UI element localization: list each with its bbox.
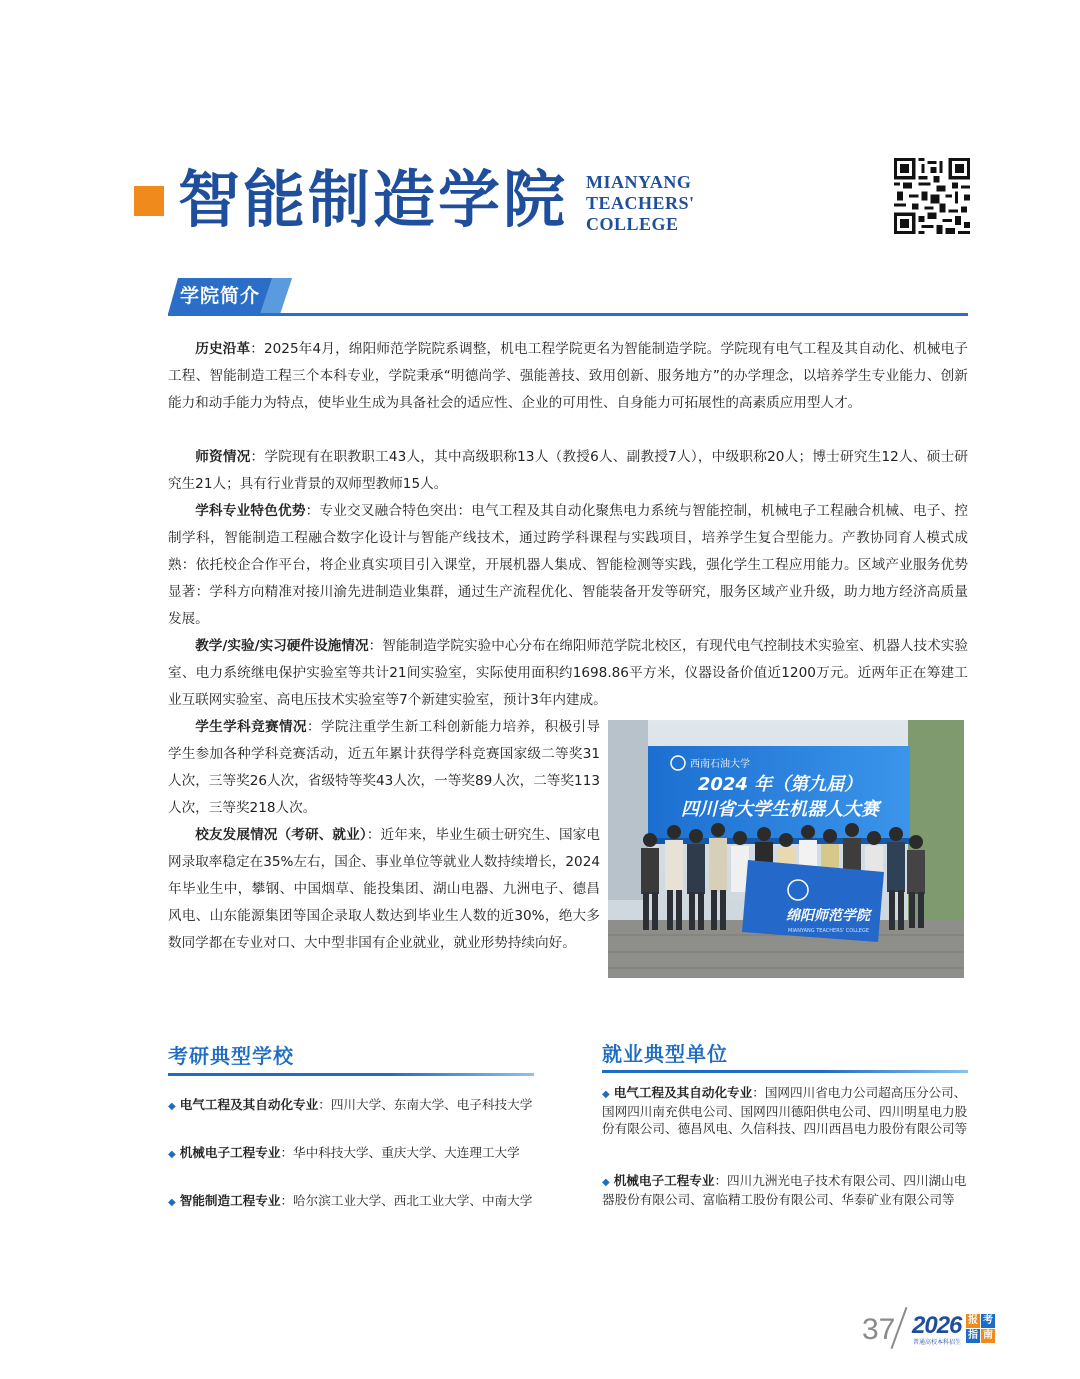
paragraph-features bbox=[168, 498, 968, 633]
paragraph-label: 学生学科竞赛情况 bbox=[195, 719, 307, 735]
postgrad-title: 考研典型学校 bbox=[168, 1044, 294, 1068]
page-number: 37 bbox=[862, 1313, 896, 1346]
employment-item bbox=[602, 1172, 968, 1208]
footer-year: 2026 bbox=[912, 1312, 962, 1339]
paragraph-text: ：专业交叉融合特色突出：电气工程及其自动化聚焦电力系统与智能控制，机械电子工程融合机械、电子、控制学科，智能制造工程融合数字化设计与智能产线技术，通过跨学科课程与实践项目，培养学生复合型能力。产教协同育人模式成熟：依托校企合作平台，将企业真实项目引入课堂，开展机器人集成、智能检测等实践，强化学生工程应用能力。区域产业服务优势显著：学科方向精准对接川渝先进制造业集群，通过生产流程优化、智能装备开发等研究，服务区域产业升级，助力地方经济高质量发展。 bbox=[168, 503, 969, 627]
postgrad-item bbox=[168, 1144, 534, 1163]
postgrad-divider bbox=[168, 1073, 534, 1076]
footer-subtitle: 普通高校本科招生 bbox=[913, 1339, 962, 1346]
paragraph-text: ：学院注重学生新工科创新能力培养，积极引导学生参加各种学科竞赛活动，近五年累计获得学科竞赛国家级二等奖31人次，三等奖26人次，省级特等奖43人次，一等奖89人次，二等奖113人次，三等奖218人次。 bbox=[168, 719, 601, 816]
orange-square-marker bbox=[134, 186, 164, 216]
guide-char-3: 指 bbox=[968, 1330, 978, 1341]
english-college-name bbox=[586, 172, 695, 235]
item-text: ：四川大学、东南大学、电子科技大学 bbox=[318, 1097, 533, 1112]
item-text: ：国网四川省电力公司超高压分公司、国网四川南充供电公司、国网四川德阳供电公司、四川明星电力股份有限公司、德昌风电、久信科技、四川西昌电力股份有限公司等 bbox=[602, 1085, 968, 1136]
paragraph-text: ：近年来，毕业生硕士研究生、国家电网录取率稳定在35%左右，国企、事业单位等就业人数持续增长，2024年毕业生中，攀钢、中国烟草、能投集团、湖山电器、九洲电子、德昌风电、山东能源集团等国企录取人数达到毕业生人数的近30%，绝大多数同学都在专业对口、大中型非国有企业就业，就业形势持续向好。 bbox=[168, 827, 600, 951]
banner-line-2: 四川省大学生机器人大赛 bbox=[681, 799, 879, 820]
guide-char-2: 考 bbox=[983, 1315, 993, 1326]
employment-item bbox=[602, 1084, 968, 1137]
english-line-2: TEACHERS' bbox=[586, 193, 695, 213]
paragraph-facilities bbox=[168, 633, 968, 714]
diamond-bullet-icon: ◆ bbox=[602, 1089, 610, 1100]
english-line-1: MIANYANG bbox=[586, 172, 692, 192]
paragraph-text: ：智能制造学院实验中心分布在绵阳师范学院北校区，有现代电气控制技术实验室、机器人技术实验室、电力系统继电保护实验室等共计21间实验室，实际使用面积约1698.86平方米，仪器设备价值近1200万元。近两年正在筹建工业互联网实验室、高电压技术实验室等7个新建实验室，预计3年内建成。 bbox=[168, 638, 968, 708]
english-line-3: COLLEGE bbox=[586, 214, 679, 234]
banner-school-text: 西南石油大学 bbox=[690, 759, 750, 770]
paragraph-alumni bbox=[168, 822, 600, 957]
flag-subtext: MIANYANG TEACHERS' COLLEGE bbox=[788, 928, 869, 934]
employment-title: 就业典型单位 bbox=[602, 1042, 728, 1066]
item-label: 智能制造工程专业 bbox=[179, 1193, 281, 1208]
flag-text: 绵阳师范学院 bbox=[786, 908, 870, 924]
guide-char-1: 报 bbox=[968, 1315, 978, 1326]
paragraph-competition bbox=[168, 714, 600, 822]
page-title: 智能制造学院 bbox=[178, 163, 569, 236]
paragraph-label: 学科专业特色优势 bbox=[195, 503, 306, 519]
section-tab-label: 学院简介 bbox=[180, 285, 261, 307]
item-text: ：哈尔滨工业大学、西北工业大学、中南大学 bbox=[280, 1193, 533, 1208]
paragraph-label: 历史沿革 bbox=[195, 341, 251, 357]
paragraph-label: 校友发展情况（考研、就业） bbox=[195, 827, 367, 843]
item-text: ：四川九洲光电子技术有限公司、四川湖山电器股份有限公司、富临精工股份有限公司、华泰矿业有限公司等 bbox=[602, 1173, 967, 1207]
qr-code-icon[interactable] bbox=[894, 158, 970, 234]
postgrad-item bbox=[168, 1096, 534, 1115]
paragraph-text: ：学院现有在职教职工43人，其中高级职称13人（教授6人、副教授7人），中级职称20人；博士研究生12人、硕士研究生21人；具有行业背景的双师型教师15人。 bbox=[168, 449, 969, 492]
paragraph-faculty bbox=[168, 444, 968, 498]
paragraph-label: 教学/实验/实习硬件设施情况 bbox=[195, 638, 369, 654]
item-label: 机械电子工程专业 bbox=[179, 1145, 281, 1160]
paragraph-text: ：2025年4月，绵阳师范学院院系调整，机电工程学院更名为智能制造学院。学院现有电气工程及其自动化、机械电子工程、智能制造工程三个本科专业，学院秉承“明德尚学、强能善技、致用创新、服务地方”的办学理念，以培养学生专业能力、创新能力和动手能力为特点，使毕业生成为具备社会的适应性、企业的可用性、自身能力可拓展性的高素质应用型人才。 bbox=[168, 341, 969, 411]
postgrad-item bbox=[168, 1192, 534, 1211]
section-divider bbox=[168, 313, 968, 316]
diamond-bullet-icon: ◆ bbox=[168, 1101, 176, 1112]
paragraph-history bbox=[168, 336, 968, 417]
diamond-bullet-icon: ◆ bbox=[602, 1177, 610, 1188]
employment-divider bbox=[602, 1070, 968, 1073]
item-label: 电气工程及其自动化专业 bbox=[613, 1085, 753, 1100]
item-label: 电气工程及其自动化专业 bbox=[179, 1097, 319, 1112]
guide-char-4: 南 bbox=[983, 1330, 993, 1341]
diamond-bullet-icon: ◆ bbox=[168, 1149, 176, 1160]
paragraph-label: 师资情况 bbox=[195, 449, 251, 465]
item-text: ：华中科技大学、重庆大学、大连理工大学 bbox=[280, 1145, 520, 1160]
banner-line-1: 2024 年（第九届） bbox=[697, 774, 863, 795]
item-label: 机械电子工程专业 bbox=[613, 1173, 715, 1188]
robot-competition-photo bbox=[608, 720, 964, 978]
diamond-bullet-icon: ◆ bbox=[168, 1197, 176, 1208]
